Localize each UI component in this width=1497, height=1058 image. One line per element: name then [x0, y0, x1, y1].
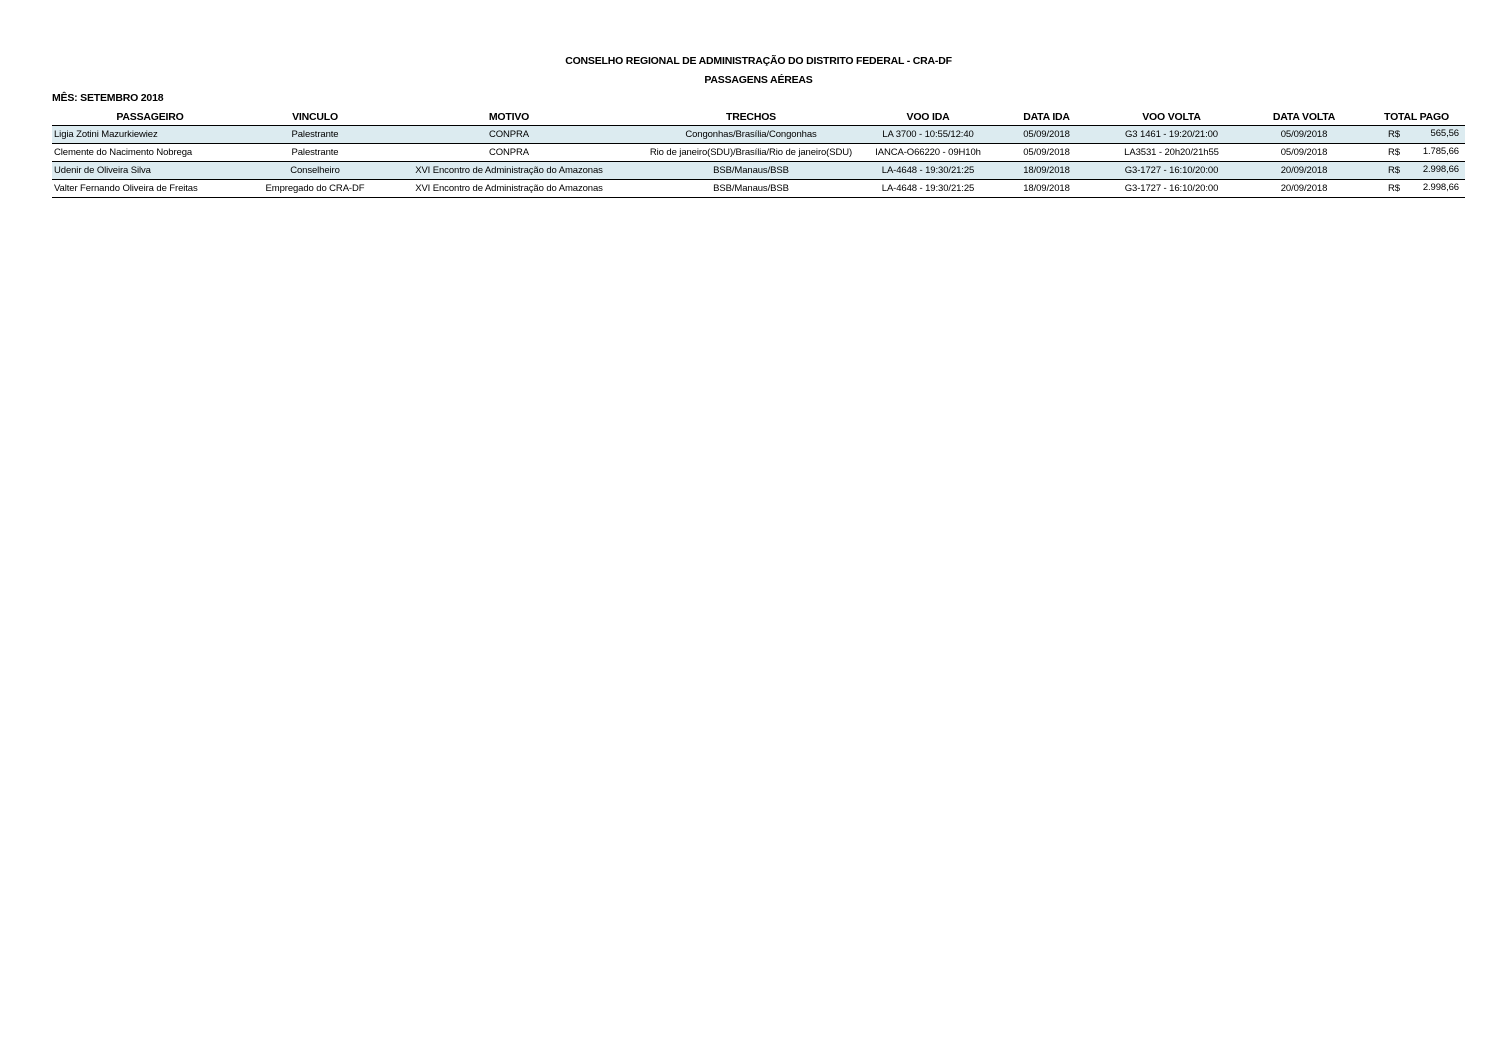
col-header-passageiro: PASSAGEIRO [52, 108, 248, 126]
cell-total-pago [1368, 126, 1465, 144]
cell-data-ida: 18/09/2018 [990, 180, 1103, 198]
cell-motivo: XVI Encontro de Administração do Amazonas [382, 180, 636, 198]
table-header-row [52, 108, 1465, 126]
cell-total-pago [1368, 180, 1465, 198]
table-row [52, 126, 1465, 144]
cell-data-volta: 20/09/2018 [1240, 162, 1368, 180]
col-header-total-pago: TOTAL PAGO [1368, 108, 1465, 126]
col-header-trechos: TRECHOS [636, 108, 866, 126]
col-header-motivo: MOTIVO [382, 108, 636, 126]
airfare-table [52, 108, 1465, 198]
amount-value: 2.998,66 [1422, 164, 1459, 175]
cell-motivo: XVI Encontro de Administração do Amazonas [382, 162, 636, 180]
table-row [52, 144, 1465, 162]
cell-data-ida: 05/09/2018 [990, 144, 1103, 162]
cell-passageiro: Valter Fernando Oliveira de Freitas [52, 180, 248, 198]
cell-total-pago [1368, 144, 1465, 162]
amount-value: 2.998,66 [1422, 182, 1459, 193]
cell-data-volta: 20/09/2018 [1240, 180, 1368, 198]
cell-voo-ida: LA-4648 - 19:30/21:25 [866, 162, 990, 180]
cell-voo-ida: LA 3700 - 10:55/12:40 [866, 126, 990, 144]
amount-value: 565,56 [1430, 128, 1459, 139]
cell-passageiro: Ligia Zotini Mazurkiewiez [52, 126, 248, 144]
amount-value: 1.785,66 [1422, 146, 1459, 157]
cell-vinculo: Palestrante [248, 144, 382, 162]
cell-motivo: CONPRA [382, 126, 636, 144]
cell-passageiro: Udenir de Oliveira Silva [52, 162, 248, 180]
cell-trechos: BSB/Manaus/BSB [636, 162, 866, 180]
cell-trechos: BSB/Manaus/BSB [636, 180, 866, 198]
currency-symbol: R$ [1388, 129, 1400, 140]
currency-symbol: R$ [1388, 165, 1400, 176]
col-header-data-ida: DATA IDA [990, 108, 1103, 126]
cell-motivo: CONPRA [382, 144, 636, 162]
cell-voo-volta: G3-1727 - 16:10/20:00 [1103, 180, 1240, 198]
cell-vinculo: Palestrante [248, 126, 382, 144]
cell-data-volta: 05/09/2018 [1240, 126, 1368, 144]
document-subtitle: PASSAGENS AÉREAS [704, 74, 813, 86]
cell-total-pago [1368, 162, 1465, 180]
cell-passageiro: Clemente do Nacimento Nobrega [52, 144, 248, 162]
col-header-vinculo: VINCULO [248, 108, 382, 126]
cell-data-volta: 05/09/2018 [1240, 144, 1368, 162]
document-title: CONSELHO REGIONAL DE ADMINISTRAÇÃO DO DISTRITO FEDERAL - CRA-DF [565, 55, 952, 67]
month-label: MÊS: SETEMBRO 2018 [52, 92, 164, 104]
cell-voo-volta: G3 1461 - 19:20/21:00 [1103, 126, 1240, 144]
currency-symbol: R$ [1388, 147, 1400, 158]
table-row [52, 180, 1465, 198]
table-row [52, 162, 1465, 180]
col-header-voo-volta: VOO VOLTA [1103, 108, 1240, 126]
cell-voo-volta: LA3531 - 20h20/21h55 [1103, 144, 1240, 162]
cell-trechos: Congonhas/Brasília/Congonhas [636, 126, 866, 144]
col-header-voo-ida: VOO IDA [866, 108, 990, 126]
cell-data-ida: 18/09/2018 [990, 162, 1103, 180]
cell-data-ida: 05/09/2018 [990, 126, 1103, 144]
cell-vinculo: Conselheiro [248, 162, 382, 180]
col-header-data-volta: DATA VOLTA [1240, 108, 1368, 126]
cell-voo-volta: G3-1727 - 16:10/20:00 [1103, 162, 1240, 180]
cell-voo-ida: IANCA-O66220 - 09H10h [866, 144, 990, 162]
cell-voo-ida: LA-4648 - 19:30/21:25 [866, 180, 990, 198]
cell-trechos: Rio de janeiro(SDU)/Brasília/Rio de janeiro(SDU) [636, 144, 866, 162]
cell-vinculo: Empregado do CRA-DF [248, 180, 382, 198]
currency-symbol: R$ [1388, 183, 1400, 194]
